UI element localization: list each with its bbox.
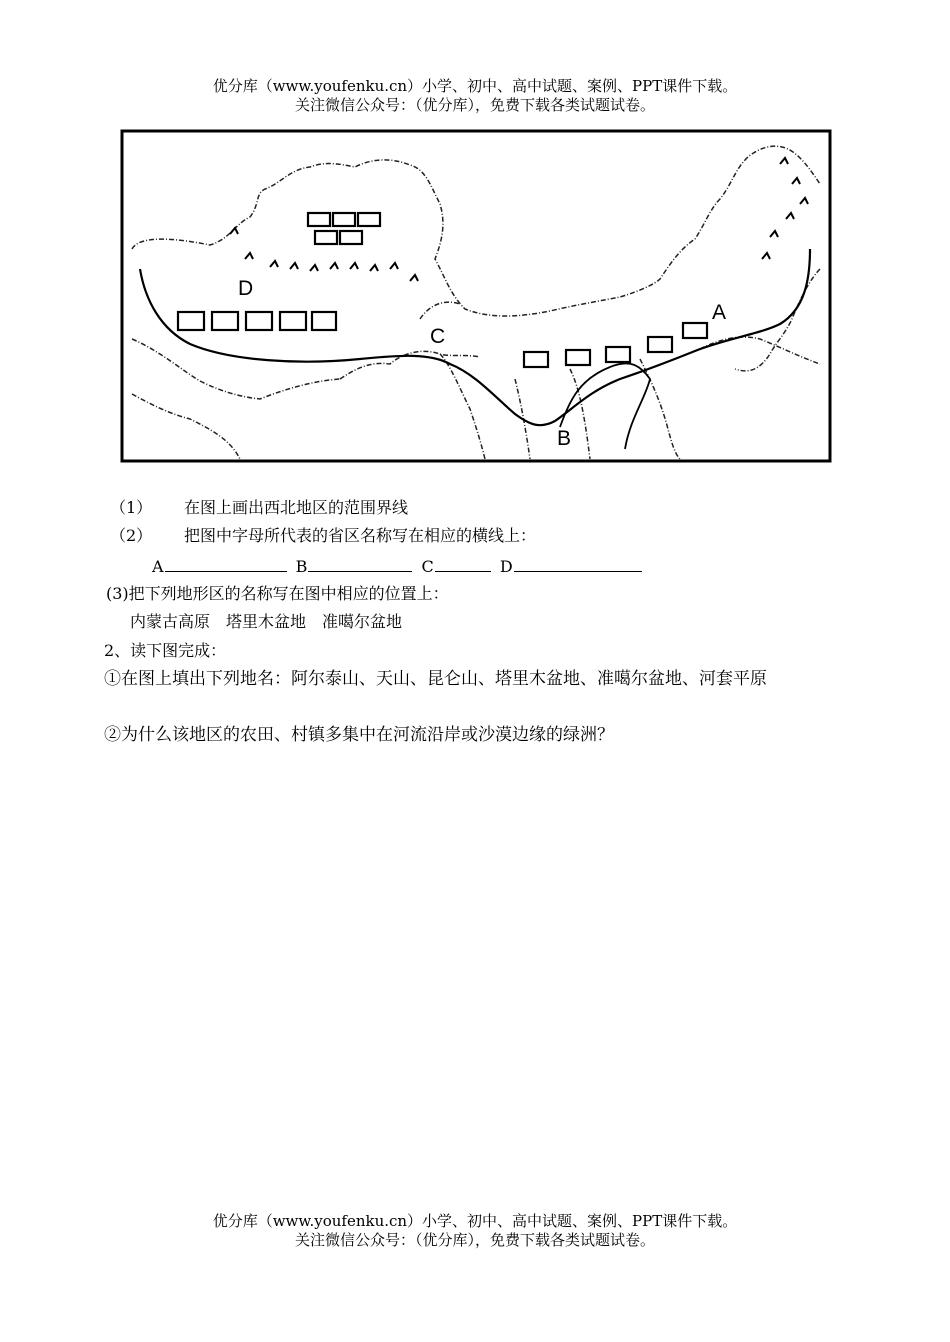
map-frame <box>122 131 830 461</box>
map-letters <box>238 277 726 450</box>
northern-china-map <box>120 129 832 463</box>
regional-boundary <box>140 249 810 425</box>
section-2-title: 2、读下图完成： <box>104 641 227 660</box>
q1-text: 在图上画出西北地区的范围界线 <box>184 498 409 517</box>
question-3-text: (3)把下列地形区的名称写在图中相应的位置上： <box>106 584 449 603</box>
section-2-question-1: ①在图上填出下列地名：阿尔泰山、天山、昆仑山、塔里木盆地、准噶尔盆地、河套平原 <box>104 669 767 689</box>
blank-a-label: A <box>152 557 164 576</box>
q1-number: （1） <box>110 498 153 517</box>
q2-number: （2） <box>110 526 153 545</box>
q2-text: 把图中字母所代表的省区名称写在相应的横线上： <box>184 526 537 545</box>
map-label-a: A <box>712 301 727 324</box>
footer-line-1: 优分库（www.youfenku.cn）小学、初中、高中试题、案例、PPT课件下载。 <box>212 1212 738 1230</box>
map-label-d: D <box>238 277 254 300</box>
answer-blanks-row <box>152 555 646 579</box>
map-label-c: C <box>430 325 446 348</box>
question-3-items: 内蒙古高原 塔里木盆地 准噶尔盆地 <box>130 612 403 631</box>
page-footer <box>0 1212 950 1250</box>
blank-c-label: C <box>421 557 434 576</box>
blank-c-field[interactable] <box>435 555 491 572</box>
header-line-1: 优分库（www.youfenku.cn）小学、初中、高中试题、案例、PPT课件下载。 <box>212 77 738 95</box>
page-header <box>0 77 950 115</box>
footer-line-2: 关注微信公众号：（优分库），免费下载各类试题试卷。 <box>294 1231 655 1249</box>
blank-b-field[interactable] <box>308 555 412 572</box>
map-label-b: B <box>557 427 572 450</box>
blank-b-label: B <box>295 557 308 576</box>
blank-d-label: D <box>499 557 513 576</box>
blank-a-field[interactable] <box>165 555 287 572</box>
section-2-question-2: ②为什么该地区的农田、村镇多集中在河流沿岸或沙漠边缘的绿洲？ <box>104 725 614 745</box>
blank-d-field[interactable] <box>514 555 642 572</box>
header-line-2: 关注微信公众号：（优分库），免费下载各类试题试卷。 <box>294 96 655 114</box>
